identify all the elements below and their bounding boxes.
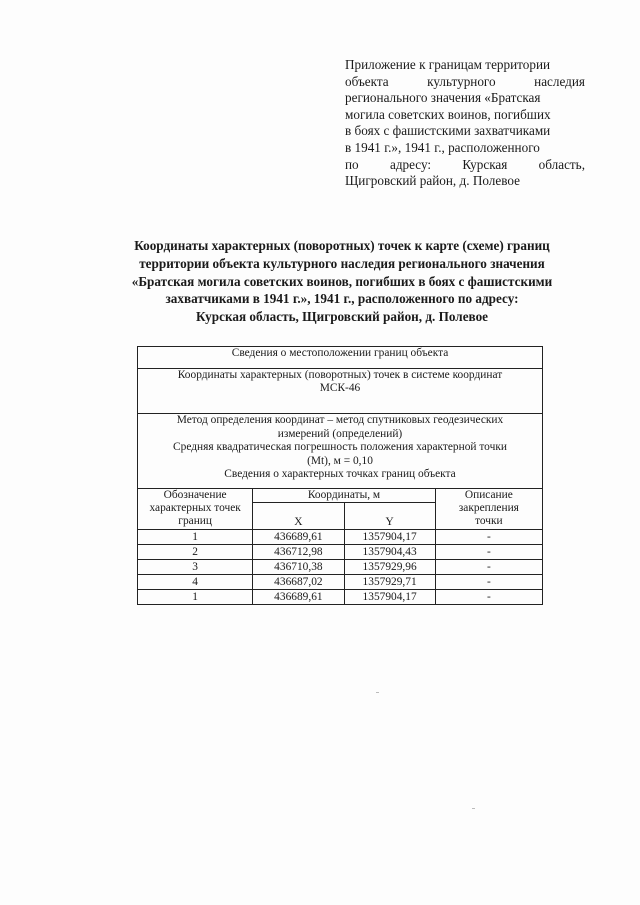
column-header-description-line: точки: [475, 515, 503, 528]
table-row: [138, 414, 543, 489]
table-row: [138, 590, 543, 605]
scan-speck: [376, 692, 379, 693]
appendix-note: [345, 57, 585, 190]
appendix-line: по адресу: Курская область,: [345, 156, 585, 172]
appendix-line: могила советских воинов, погибших: [345, 106, 551, 122]
title-line: захватчиками в 1941 г.», 1941 г., расположенного по адресу:: [165, 291, 519, 307]
point-x-cell: 436710,38: [253, 560, 344, 575]
accuracy-value: (Mt), м = 0,10: [307, 454, 373, 467]
title-line: Координаты характерных (поворотных) точек к карте (схеме) границ: [134, 238, 550, 253]
method-text-cont: измерений (определений): [277, 427, 403, 440]
point-desc-cell: -: [435, 575, 542, 590]
accuracy-text: Средняя квадратическая погрешность положения характерной точки: [173, 441, 507, 454]
appendix-line: объекта культурного наследия: [345, 73, 585, 89]
column-header-id-line: характерных точек: [149, 502, 241, 515]
column-header-coordinates: Координаты, м: [253, 489, 435, 503]
appendix-line: в боях с фашистскими захватчиками: [345, 123, 551, 139]
point-x-cell: 436689,61: [253, 590, 344, 605]
point-id-cell: 4: [138, 575, 253, 590]
point-id-cell: 1: [138, 530, 253, 545]
point-y-cell: 1357929,96: [344, 560, 435, 575]
point-x-cell: 436689,61: [253, 530, 344, 545]
point-x-cell: 436687,02: [253, 575, 344, 590]
point-desc-cell: -: [435, 530, 542, 545]
table-row: [138, 347, 543, 369]
points-info-text: Сведения о характерных точках границ объекта: [224, 468, 456, 481]
point-desc-cell: -: [435, 545, 542, 560]
appendix-line: регионального значения «Братская: [345, 90, 541, 106]
point-desc-cell: -: [435, 560, 542, 575]
title-line: территории объекта культурного наследия регионального значения: [139, 255, 545, 271]
point-y-cell: 1357929,71: [344, 575, 435, 590]
point-desc-cell: -: [435, 590, 542, 605]
appendix-line: Приложение к границам территории: [345, 57, 551, 72]
scan-speck: [472, 808, 475, 809]
coordinate-system-text: Координаты характерных (поворотных) точек в системе координат: [177, 369, 503, 381]
point-y-cell: 1357904,43: [344, 545, 435, 560]
column-header-id-line: границ: [178, 515, 212, 528]
table-row: [138, 530, 543, 545]
coordinates-table: [137, 346, 543, 605]
point-id-cell: 1: [138, 590, 253, 605]
column-header-x: X: [253, 503, 344, 530]
method-cell: [138, 414, 543, 489]
column-header-description-line: закрепления: [458, 502, 519, 515]
column-header-id: [138, 489, 253, 530]
appendix-line: Щигровский район, д. Полевое: [345, 173, 520, 189]
table-row: [138, 560, 543, 575]
point-y-cell: 1357904,17: [344, 590, 435, 605]
location-header-cell: Сведения о местоположении границ объекта: [138, 347, 543, 369]
table-header-row: [138, 489, 543, 503]
table-row: [138, 545, 543, 560]
table-row: [138, 575, 543, 590]
table-row: [138, 369, 543, 414]
title-line: Курская область, Щигровский район, д. Полевое: [195, 309, 489, 325]
column-header-description: [435, 489, 542, 530]
point-x-cell: 436712,98: [253, 545, 344, 560]
point-y-cell: 1357904,17: [344, 530, 435, 545]
column-header-id-line: Обозначение: [163, 489, 227, 501]
column-header-description-line: Описание: [464, 489, 513, 501]
method-text: Метод определения координат – метод спутниковых геодезических: [176, 414, 504, 426]
title-line: «Братская могила советских воинов, погибших в боях с фашистскими: [131, 273, 553, 289]
point-id-cell: 3: [138, 560, 253, 575]
coordinate-system-cell: [138, 369, 543, 414]
appendix-line: в 1941 г.», 1941 г., расположенного: [345, 139, 540, 155]
coordinate-system-name: МСК-46: [319, 382, 361, 395]
point-id-cell: 2: [138, 545, 253, 560]
document-title: [92, 237, 592, 326]
column-header-y: Y: [344, 503, 435, 530]
